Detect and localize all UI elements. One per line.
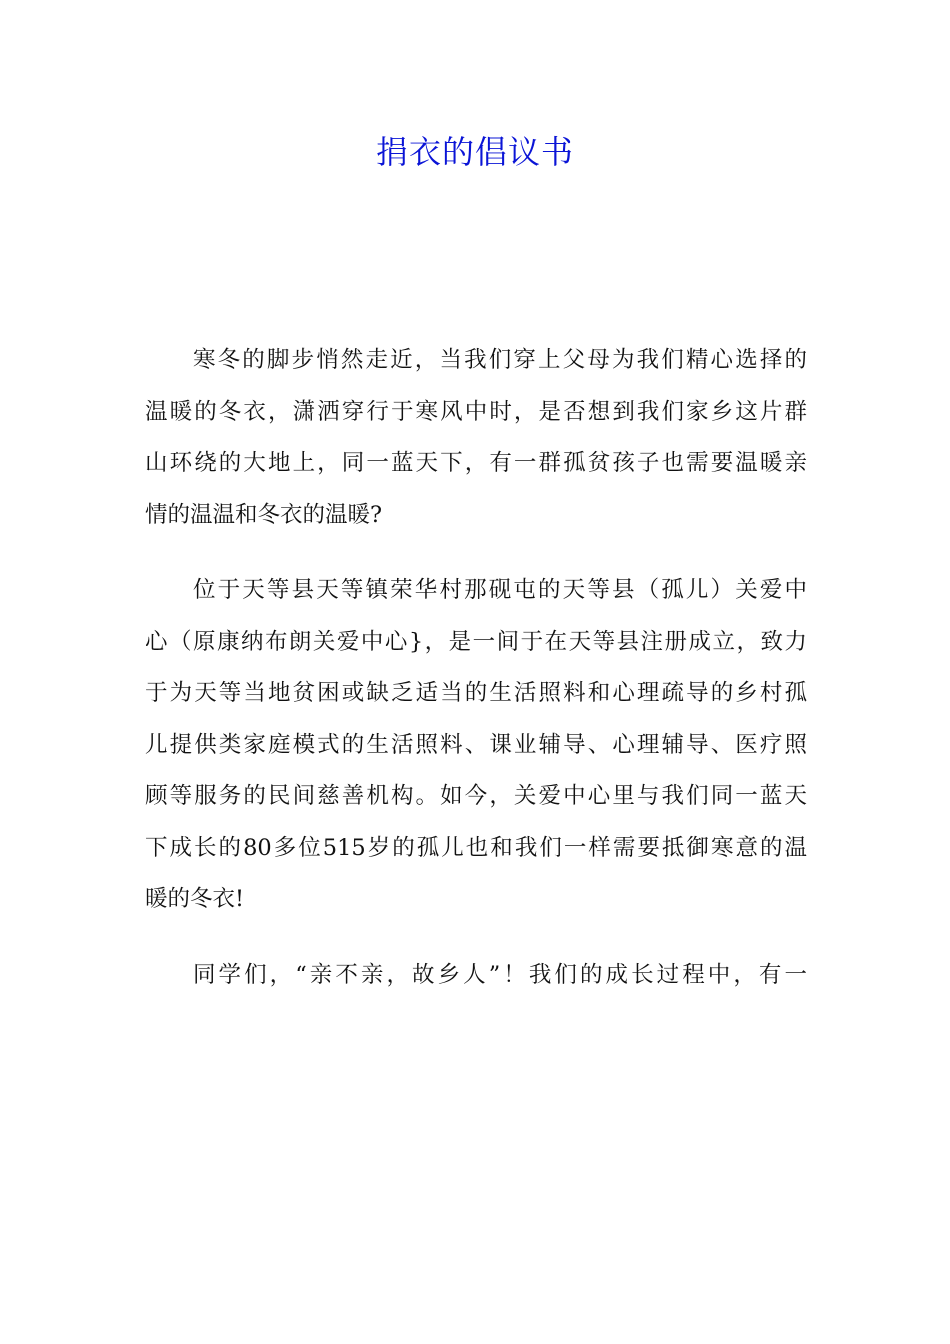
- text-line: 儿提供类家庭模式的生活照料、课业辅导、心理辅导、医疗照: [145, 731, 807, 758]
- document-title: 捐衣的倡议书: [375, 133, 574, 171]
- text-line: 寒冬的脚步悄然走近，当我们穿上父母为我们精心选择的: [193, 347, 807, 373]
- text-line: 暖的冬衣!: [145, 886, 245, 912]
- text-line: 位于天等县天等镇荣华村那砚屯的天等县（孤儿）关爱中: [193, 577, 807, 603]
- text-line: 心（原康纳布朗关爱中心}，是一间于在天等县注册成立，致力: [145, 628, 807, 655]
- text-line: 情的温温和冬衣的温暖?: [145, 501, 383, 528]
- paragraph: [145, 565, 807, 926]
- document-body: [145, 335, 807, 1001]
- text-line: 同学们，“亲不亲，故乡人”！我们的成长过程中，有一: [193, 961, 807, 988]
- paragraph-gap: [145, 926, 807, 950]
- text-line: 于为天等当地贫困或缺乏适当的生活照料和心理疏导的乡村孤: [145, 680, 807, 706]
- text-line: 下成长的80多位515岁的孤儿也和我们一样需要抵御寒意的温: [145, 834, 807, 861]
- paragraph: [145, 950, 807, 1002]
- text-line: 顾等服务的民间慈善机构。如今，关爱中心里与我们同一蓝天: [145, 783, 807, 809]
- text-line: 温暖的冬衣，潇洒穿行于寒风中时，是否想到我们家乡这片群: [145, 398, 807, 425]
- paragraph: [145, 335, 807, 541]
- paragraph-gap: [145, 541, 807, 565]
- text-line: 山环绕的大地上，同一蓝天下，有一群孤贫孩子也需要温暖亲: [145, 450, 807, 476]
